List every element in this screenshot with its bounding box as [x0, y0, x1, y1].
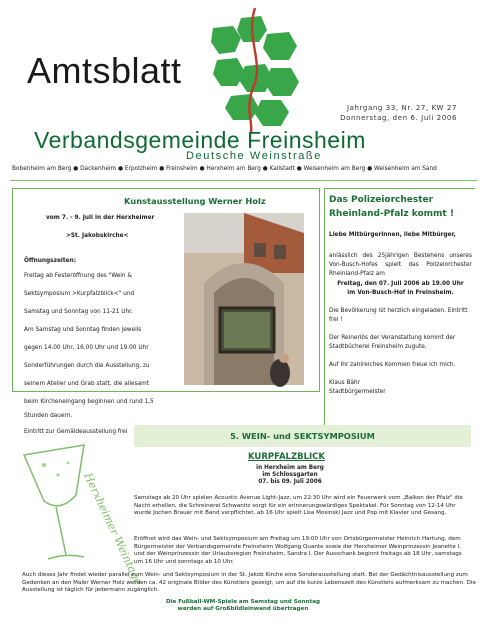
fussball-note-line2: werden auf Großbildleinwand übertragen	[177, 606, 309, 612]
wein-location-dates: 07. bis 09. Juli 2006	[258, 479, 322, 485]
page-title: Amtsblatt	[27, 50, 182, 91]
wein-p1: Samstags ab 20 Uhr spielen Acoustic Avenue Light-Jazz, um 22:30 Uhr wird ein Feuerwerk vom „Balkon der Pfalz" die Nacht erhellen, die Schreinerei Schwanitz sorgt für ein erinnerungswürdiges Spektakel. Für Sonntag von 12-14 Uhr wurde Jochen Brauer mit Band verpflichtet, ab 16 Uhr spielt Lisa Mosinski Jazz und Pop mit Klavier und Gesang.	[134, 495, 463, 517]
kunst-place: >St. Jakobskirche<	[66, 233, 129, 239]
kunst-line: beim Kircheneingang beginnen und rund 1,5	[24, 399, 154, 405]
polizei-p2: Die Bevölkerung ist herzlich eingeladen. Eintritt frei !	[329, 308, 468, 323]
kunst-line: Freitag ab Festeröffnung des "Wein &	[24, 273, 132, 279]
polizei-greeting: Liebe Mitbürgerinnen, liebe Mitbürger,	[329, 232, 456, 238]
subtitle: Verbandsgemeinde Freinsheim	[34, 127, 366, 153]
wein-p2: Eröffnet wird das Wein- und Sektsymposium am Freitag um 19:00 Uhr von Ortsbürgermeister Heinrich Hartung, dem Bürgermeister der Verbandsgemeinde Freinsheim Wolfgang Quante sowie der Herxheimer Weinprinzessin Jeanette I. und der Weinprinzessin der Urlaubsregion Freinsheim, Sandra I. Der Ausschank beginnt freitags ab 18 Uhr, samstags um 16 Uhr und sonntags ab 10 Uhr.	[134, 536, 462, 565]
wein-heading: 5. WEIN- und SEKTSYMPOSIUM	[230, 431, 375, 441]
fussball-note-line1: Die Fußball-WM-Spiele am Samstag und Sonntag	[165, 599, 321, 605]
wein-location-line2: im Schlossgarten	[262, 472, 318, 478]
issue-date: Donnerstag, den 6. Juli 2006	[340, 114, 457, 122]
kunst-line: Sonderführungen durch die Ausstellung, zu	[24, 363, 150, 369]
kunst-heading: Kunstausstellung Werner Holz	[124, 196, 266, 206]
church-painting-photo	[184, 213, 304, 385]
kunst-line: Öffnungszeiten:	[24, 258, 77, 264]
polizei-heading-line2: Rheinland-Pfalz kommt !	[329, 209, 454, 219]
issue-info	[340, 103, 457, 123]
polizei-heading	[329, 193, 473, 221]
kunst-line: Samstag und Sonntag von 11-21 Uhr.	[24, 309, 133, 315]
kunst-line: gegen 14.00 Uhr, 16.00 Uhr und 19.00 Uhr	[24, 345, 149, 351]
kunst-line: Am Samstag und Sonntag finden jeweils	[24, 327, 142, 333]
polizei-signature-title: Stadtbürgermeister	[329, 389, 386, 395]
kurpfalzblick-heading: KURPFALZBLICK	[248, 452, 325, 462]
polizei-heading-line1: Das Polizeiorchester	[329, 195, 434, 205]
wein-location-line1: in Herxheim am Berg	[256, 465, 324, 471]
polizei-p3: Der Reinerlös der Veranstaltung kommt der Stadtbücherei Freinsheim zugute.	[329, 335, 456, 350]
header-divider	[10, 180, 477, 181]
polizei-p4: Auf Ihr zahlreiches Kommen freue ich mich.	[329, 362, 456, 368]
tagline: Deutsche Weinstraße	[186, 150, 322, 162]
polizei-p1: anlässlich des 25jährigen Bestehens unseres Von-Busch-Hofes spielt das Polizeiorchester Rheinland-Pfalz am	[329, 253, 472, 277]
kunst-date: vom 7. - 9. Juli in der Herxheimer	[46, 215, 155, 221]
villages-list: Bobenheim am Berg ● Dackenheim ● Erpolzheim ● Freinsheim ● Herxheim am Berg ● Kallstadt ● Weisenheim am Berg ● Weisenheim am Sand	[12, 166, 437, 172]
kunst-line: seinem Atelier und Grab statt, die allesamt	[24, 381, 150, 387]
kunst-line: Stunden dauern.	[24, 413, 73, 419]
wine-leaf-logo	[203, 8, 308, 133]
kunst-line: Sektsymposium >Kurpfalzblick<" und	[24, 291, 135, 297]
polizei-signature-name: Klaus Bähr	[329, 380, 361, 386]
glass-caption: Herxheimer Weintage	[81, 470, 145, 588]
issue-volume: Jahrgang 33, Nr. 27, KW 27	[346, 104, 457, 112]
wein-p3: Auch dieses Jahr findet wieder parallel zum Wein- und Sektsymposium in der St. Jakob Kirche eine Sonderausstellung statt. Bei der Gedächtnisausstellung zum Gedenken an den Maler Werner Holz werden ca. 42 originale Bilder des Künstlers gezeigt, um auf die kurze Lebenszeit des Künstlers aufmerksam zu machen. Die Ausstellung ist täglich für jedermann zugänglich.	[22, 572, 476, 594]
kunst-line: Eintritt zur Gemäldeausstellung frei	[24, 429, 128, 435]
polizei-date1: Freitag, den 07. Juli 2006 ab 19.00 Uhr	[337, 281, 464, 287]
wine-glass-illustration	[14, 435, 145, 588]
polizei-date2: im Von-Busch-Hof in Freinsheim.	[347, 290, 454, 296]
